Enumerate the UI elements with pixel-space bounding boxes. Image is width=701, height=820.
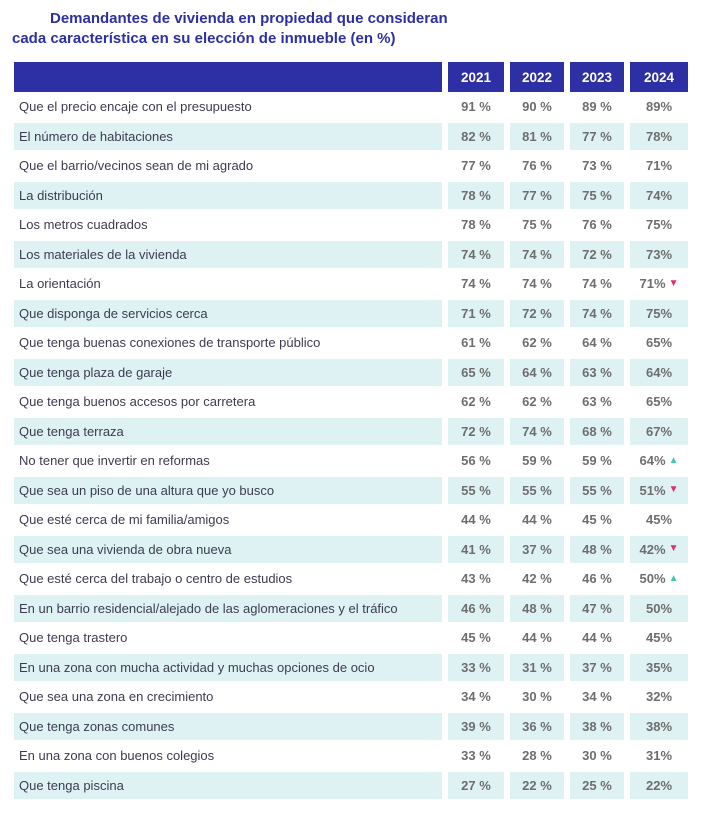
value-2021: 77 % — [461, 158, 491, 174]
value-2023: 46 % — [582, 571, 612, 587]
value-2023: 72 % — [570, 240, 624, 270]
value-2023: 45 % — [582, 512, 612, 528]
table-row — [14, 210, 688, 240]
value-2024: 75% — [645, 217, 673, 233]
value-2023: 64 % — [582, 335, 612, 351]
row-label: En una zona con mucha actividad y muchas opciones de ocio — [14, 653, 442, 683]
value-2024: 71% — [645, 158, 673, 174]
value-2024: 74% — [630, 181, 688, 211]
value-2022: 75 % — [522, 217, 552, 233]
table-row — [14, 682, 688, 712]
table-row — [14, 446, 688, 476]
value-2023: 30 % — [582, 748, 612, 764]
value-2024: 22% — [630, 771, 688, 801]
value-2024 — [630, 535, 688, 565]
table-header-row — [14, 62, 688, 92]
value-2022: 55 % — [510, 476, 564, 506]
value-2021: 61 % — [461, 335, 491, 351]
value-text: 71% — [639, 276, 666, 292]
value-2022: 59 % — [522, 453, 552, 469]
value-2023: 37 % — [570, 653, 624, 683]
value-2023: 38 % — [570, 712, 624, 742]
row-label: Que disponga de servicios cerca — [14, 299, 442, 329]
value-2023: 74 % — [570, 299, 624, 329]
value-2021: 46 % — [448, 594, 504, 624]
value-2023: 63 % — [582, 394, 612, 410]
row-label: Los materiales de la vivienda — [14, 240, 442, 270]
table-row — [14, 240, 688, 270]
value-2021: 43 % — [461, 571, 491, 587]
value-2021: 27 % — [448, 771, 504, 801]
table-row — [14, 712, 688, 742]
table-row — [14, 476, 688, 506]
value-2024: 65% — [645, 394, 673, 410]
value-2023: 63 % — [570, 358, 624, 388]
trend-down-icon: ▼ — [668, 277, 679, 289]
value-2023: 47 % — [570, 594, 624, 624]
value-2021: 33 % — [461, 748, 491, 764]
value-2023: 76 % — [582, 217, 612, 233]
value-2023: 77 % — [570, 122, 624, 152]
value-2021: 72 % — [448, 417, 504, 447]
value-2022: 72 % — [510, 299, 564, 329]
row-label: En una zona con buenos colegios — [19, 748, 215, 764]
value-2023: 25 % — [570, 771, 624, 801]
value-2024: 45% — [645, 630, 673, 646]
value-2022: 44 % — [522, 512, 552, 528]
value-2022: 74 % — [522, 276, 552, 292]
value-2022: 74 % — [510, 417, 564, 447]
table-row — [14, 181, 688, 211]
row-label: En un barrio residencial/alejado de las aglomeraciones y el tráfico — [14, 594, 442, 624]
trend-down-icon: ▼ — [668, 484, 679, 496]
value-2024 — [630, 476, 688, 506]
table-row — [14, 122, 688, 152]
value-2021: 82 % — [448, 122, 504, 152]
value-2021: 33 % — [448, 653, 504, 683]
value-2022: 42 % — [522, 571, 552, 587]
row-label: El número de habitaciones — [14, 122, 442, 152]
value-2024: 31% — [645, 748, 673, 764]
value-2021: 34 % — [461, 689, 491, 705]
table-row — [14, 387, 688, 417]
value-2024: 50% — [630, 594, 688, 624]
value-2021: 78 % — [448, 181, 504, 211]
value-2021: 41 % — [448, 535, 504, 565]
row-label: Que sea una zona en crecimiento — [19, 689, 214, 705]
value-2023: 48 % — [570, 535, 624, 565]
row-label: Que el barrio/vecinos sean de mi agrado — [19, 158, 254, 174]
value-2023: 73 % — [582, 158, 612, 174]
value-2024: 73% — [630, 240, 688, 270]
value-2023: 59 % — [582, 453, 612, 469]
row-label: La orientación — [19, 276, 101, 292]
value-2024: 38% — [630, 712, 688, 742]
value-2021: 74 % — [448, 240, 504, 270]
value-2022: 28 % — [522, 748, 552, 764]
table-row — [14, 653, 688, 683]
value-2021: 44 % — [461, 512, 491, 528]
table-row — [14, 564, 688, 594]
value-2022: 44 % — [522, 630, 552, 646]
value-2024: 89% — [645, 99, 673, 115]
value-2024: 32% — [645, 689, 673, 705]
value-text: 50% — [639, 571, 666, 587]
table-row — [14, 623, 688, 653]
value-2021: 45 % — [461, 630, 491, 646]
page-title-line-2: cada característica en su elección de inmueble (en %) — [12, 30, 396, 47]
value-2022: 90 % — [522, 99, 552, 115]
value-2024 — [630, 446, 688, 476]
table-row — [14, 535, 688, 565]
row-label: Que tenga buenos accesos por carretera — [19, 394, 256, 410]
row-label: Que esté cerca de mi familia/amigos — [19, 512, 230, 528]
value-text: 64% — [639, 453, 666, 469]
table-row — [14, 771, 688, 801]
value-2022: 74 % — [510, 240, 564, 270]
row-label: Los metros cuadrados — [19, 217, 148, 233]
value-2023: 34 % — [582, 689, 612, 705]
row-label: Que tenga trastero — [19, 630, 128, 646]
value-2022: 22 % — [510, 771, 564, 801]
value-2023: 89 % — [582, 99, 612, 115]
value-2023: 55 % — [570, 476, 624, 506]
value-2023: 75 % — [570, 181, 624, 211]
value-2024: 78% — [630, 122, 688, 152]
value-2021: 56 % — [461, 453, 491, 469]
trend-up-icon: ▲ — [668, 572, 679, 584]
value-2024 — [630, 564, 688, 594]
value-2021: 62 % — [461, 394, 491, 410]
value-2023: 44 % — [582, 630, 612, 646]
value-2023: 74 % — [582, 276, 612, 292]
value-2022: 31 % — [510, 653, 564, 683]
value-2022: 64 % — [510, 358, 564, 388]
row-label: Que esté cerca del trabajo o centro de estudios — [19, 571, 293, 587]
value-2024: 67% — [630, 417, 688, 447]
row-label: Que tenga piscina — [14, 771, 442, 801]
year-header-2024: 2024 — [630, 62, 688, 92]
value-2021: 65 % — [448, 358, 504, 388]
value-2021: 91 % — [461, 99, 491, 115]
table-row — [14, 358, 688, 388]
value-2022: 48 % — [510, 594, 564, 624]
value-2024: 65% — [645, 335, 673, 351]
value-text: 42% — [639, 541, 666, 557]
page-title — [12, 9, 482, 49]
row-label: La distribución — [14, 181, 442, 211]
table-row — [14, 269, 688, 299]
value-2022: 37 % — [510, 535, 564, 565]
year-header-2021: 2021 — [448, 62, 504, 92]
value-2021: 74 % — [461, 276, 491, 292]
row-label: Que tenga plaza de garaje — [14, 358, 442, 388]
row-label: Que tenga buenas conexiones de transporte público — [19, 335, 321, 351]
row-label: Que tenga zonas comunes — [14, 712, 442, 742]
value-2022: 81 % — [510, 122, 564, 152]
value-2022: 30 % — [522, 689, 552, 705]
value-text: 51% — [639, 482, 666, 498]
year-header-2022: 2022 — [510, 62, 564, 92]
value-2021: 55 % — [448, 476, 504, 506]
row-label: Que sea una vivienda de obra nueva — [14, 535, 442, 565]
trend-down-icon: ▼ — [668, 543, 679, 555]
value-2022: 62 % — [522, 394, 552, 410]
table-row — [14, 151, 688, 181]
row-label: Que el precio encaje con el presupuesto — [19, 99, 252, 115]
page-title-line-1: Demandantes de vivienda en propiedad que consideran — [50, 10, 448, 27]
table-row — [14, 417, 688, 447]
row-label: Que tenga terraza — [14, 417, 442, 447]
value-2021: 71 % — [448, 299, 504, 329]
year-header-2023: 2023 — [570, 62, 624, 92]
table-row — [14, 92, 688, 122]
value-2024: 64% — [630, 358, 688, 388]
row-label: No tener que invertir en reformas — [19, 453, 210, 469]
table-row — [14, 741, 688, 771]
value-2024: 35% — [630, 653, 688, 683]
value-2022: 77 % — [510, 181, 564, 211]
header-label-cell — [14, 62, 442, 92]
value-2022: 36 % — [510, 712, 564, 742]
table-row — [14, 328, 688, 358]
value-2021: 39 % — [448, 712, 504, 742]
value-2021: 78 % — [461, 217, 491, 233]
characteristics-table — [14, 62, 688, 800]
value-2024 — [630, 269, 688, 299]
value-2024: 75% — [630, 299, 688, 329]
value-2023: 68 % — [570, 417, 624, 447]
table-row — [14, 594, 688, 624]
trend-up-icon: ▲ — [668, 454, 679, 466]
value-2024: 45% — [645, 512, 673, 528]
table-row — [14, 505, 688, 535]
table-row — [14, 299, 688, 329]
value-2022: 62 % — [522, 335, 552, 351]
value-2022: 76 % — [522, 158, 552, 174]
row-label: Que sea un piso de una altura que yo busco — [14, 476, 442, 506]
